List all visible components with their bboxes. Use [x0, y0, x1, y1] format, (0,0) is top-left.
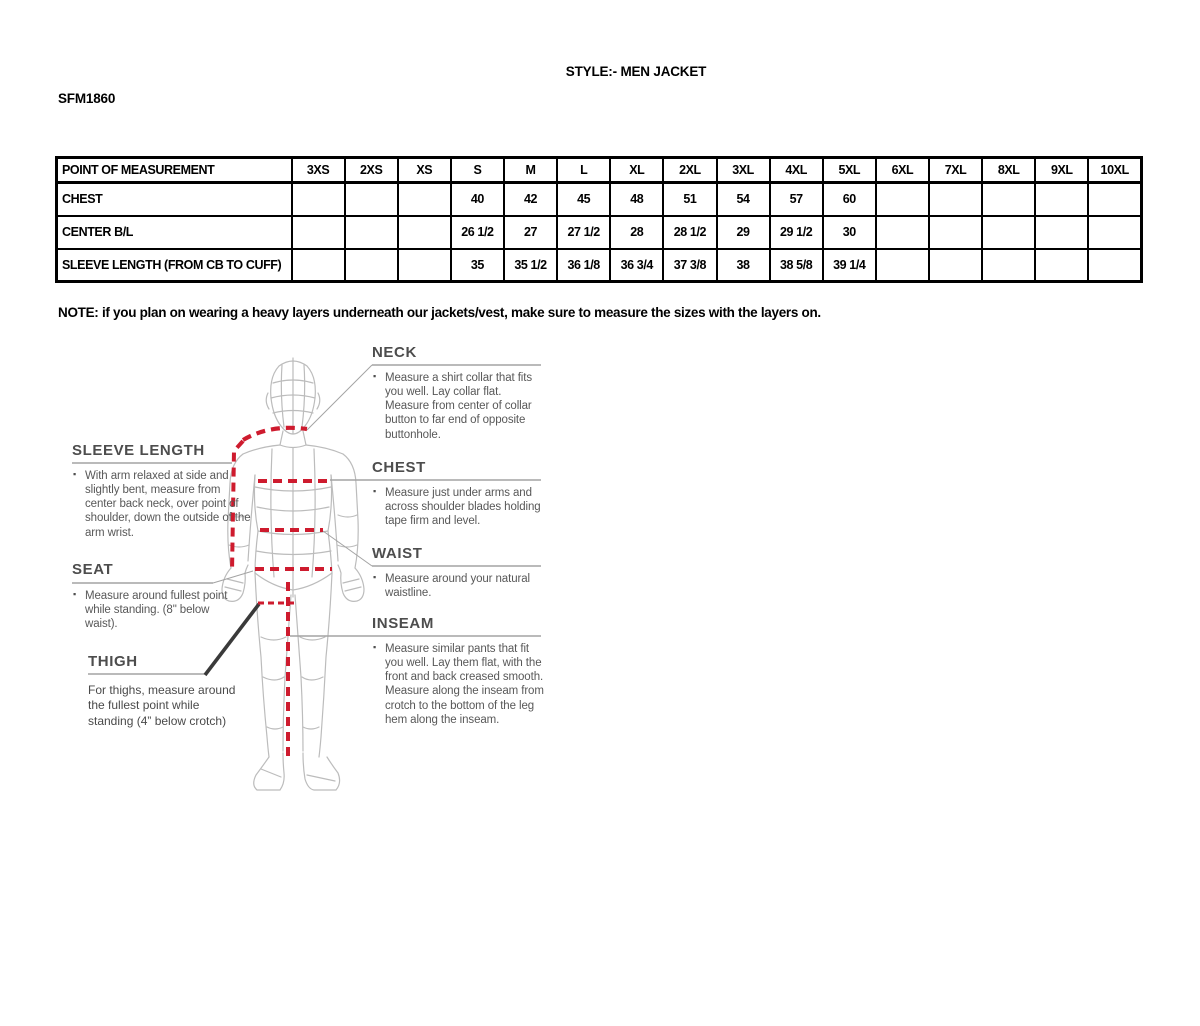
measurement-row-label: SLEEVE LENGTH (FROM CB TO CUFF) [57, 249, 292, 282]
size-value-cell [929, 216, 982, 249]
size-column-header: 5XL [823, 158, 876, 183]
bullet-icon: ▪ [73, 589, 77, 599]
size-column-header: 6XL [876, 158, 929, 183]
size-value-cell: 51 [663, 183, 716, 216]
sleeve-length-label [72, 442, 205, 459]
bullet-icon: ▪ [373, 486, 377, 496]
size-value-cell [345, 216, 398, 249]
thigh-description: For thighs, measure around the fullest point while standing (4” below crotch) [88, 683, 236, 728]
size-value-cell: 35 [451, 249, 504, 282]
size-value-cell: 28 [610, 216, 663, 249]
size-value-cell: 29 1/2 [770, 216, 823, 249]
seat-title: SEAT [72, 561, 114, 578]
size-value-cell: 38 [717, 249, 770, 282]
size-column-header: 9XL [1035, 158, 1088, 183]
size-value-cell [1088, 216, 1141, 249]
bullet-icon: ▪ [373, 642, 377, 652]
measurement-row [57, 183, 1142, 216]
size-column-header: XL [610, 158, 663, 183]
waist-description: ▪ Measure around your natural waistline. [373, 572, 530, 600]
neck-title: NECK [372, 344, 417, 361]
size-value-cell [1088, 249, 1141, 282]
seat-description: ▪ Measure around fullest point while standing. (8" below waist). [73, 589, 228, 631]
size-column-header: 2XL [663, 158, 716, 183]
measurement-row [57, 216, 1142, 249]
size-column-header: S [451, 158, 504, 183]
neck-pointer-line [307, 365, 372, 430]
size-value-cell [398, 216, 451, 249]
layering-note: NOTE: if you plan on wearing a heavy layers underneath our jackets/vest, make sure to measure the sizes with the layers on. [58, 305, 821, 320]
chest-label [372, 459, 426, 476]
neck-description: ▪ Measure a shirt collar that fits you well. Lay collar flat. Measure from center of collar button to far end of opposite buttonhole. [373, 371, 532, 441]
measurement-row-label: CHEST [57, 183, 292, 216]
size-value-cell: 57 [770, 183, 823, 216]
point-of-measurement-header: POINT OF MEASUREMENT [57, 158, 292, 183]
size-value-cell [398, 183, 451, 216]
size-value-cell: 36 1/8 [557, 249, 610, 282]
size-value-cell: 60 [823, 183, 876, 216]
size-value-cell: 42 [504, 183, 557, 216]
size-value-cell [876, 216, 929, 249]
size-value-cell [876, 183, 929, 216]
size-column-header: 10XL [1088, 158, 1141, 183]
size-column-header: XS [398, 158, 451, 183]
size-value-cell [929, 249, 982, 282]
sleeve-length-title: SLEEVE LENGTH [72, 442, 205, 459]
size-value-cell [929, 183, 982, 216]
size-column-header: 2XS [345, 158, 398, 183]
size-value-cell [1035, 249, 1088, 282]
size-value-cell: 45 [557, 183, 610, 216]
size-value-cell [292, 249, 345, 282]
inseam-description: ▪ Measure similar pants that fit you well. Lay them flat, with the front and back creased smooth. Measure along the inseam from crotch to the bottom of the leg hem along the inseam. [373, 642, 544, 726]
bullet-icon: ▪ [373, 572, 377, 582]
seat-label [72, 561, 113, 578]
inseam-label [372, 615, 434, 632]
size-value-cell [1088, 183, 1141, 216]
page-title: STYLE:- MEN JACKET [565, 64, 707, 79]
size-value-cell [345, 249, 398, 282]
size-value-cell: 27 1/2 [557, 216, 610, 249]
sleeve-length-description: ▪ With arm relaxed at side and slightly bent, measure from center back neck, over point of shoulder, down the outside of the arm wrist. [73, 469, 251, 539]
size-value-cell: 29 [717, 216, 770, 249]
style-number: SFM1860 [58, 91, 116, 106]
measurement-row [57, 249, 1142, 282]
size-value-cell [1035, 183, 1088, 216]
size-table-header-row [57, 158, 1142, 183]
bullet-icon: ▪ [73, 469, 77, 479]
size-value-cell: 27 [504, 216, 557, 249]
neck-measure-line [243, 428, 307, 440]
thigh-title: THIGH [88, 653, 138, 670]
size-value-cell [876, 249, 929, 282]
size-column-header: 4XL [770, 158, 823, 183]
size-value-cell: 36 3/4 [610, 249, 663, 282]
size-value-cell: 35 1/2 [504, 249, 557, 282]
size-value-cell: 54 [717, 183, 770, 216]
size-value-cell: 48 [610, 183, 663, 216]
size-value-cell: 28 1/2 [663, 216, 716, 249]
size-value-cell [292, 183, 345, 216]
measurement-diagram [55, 335, 575, 800]
size-value-cell [982, 249, 1035, 282]
size-column-header: M [504, 158, 557, 183]
measurement-row-label: CENTER B/L [57, 216, 292, 249]
size-value-cell [292, 216, 345, 249]
size-column-header: L [557, 158, 610, 183]
waist-label [372, 545, 423, 562]
size-value-cell: 30 [823, 216, 876, 249]
inseam-title: INSEAM [372, 615, 434, 632]
size-column-header: 7XL [929, 158, 982, 183]
size-value-cell [982, 216, 1035, 249]
waist-title: WAIST [372, 545, 423, 562]
size-value-cell: 40 [451, 183, 504, 216]
size-value-cell: 37 3/8 [663, 249, 716, 282]
neck-label [372, 344, 417, 361]
size-column-header: 3XL [717, 158, 770, 183]
size-value-cell [398, 249, 451, 282]
seat-pointer-line [213, 571, 253, 583]
size-column-header: 3XS [292, 158, 345, 183]
chest-description: ▪ Measure just under arms and across shoulder blades holding tape firm and level. [373, 486, 541, 528]
size-table [55, 156, 1143, 283]
size-column-header: 8XL [982, 158, 1035, 183]
bullet-icon: ▪ [373, 371, 377, 381]
size-value-cell [982, 183, 1035, 216]
size-value-cell: 39 1/4 [823, 249, 876, 282]
chest-title: CHEST [372, 459, 426, 476]
size-value-cell [1035, 216, 1088, 249]
size-value-cell: 38 5/8 [770, 249, 823, 282]
thigh-label [88, 653, 138, 670]
size-table-body [57, 183, 1142, 282]
size-value-cell: 26 1/2 [451, 216, 504, 249]
size-value-cell [345, 183, 398, 216]
